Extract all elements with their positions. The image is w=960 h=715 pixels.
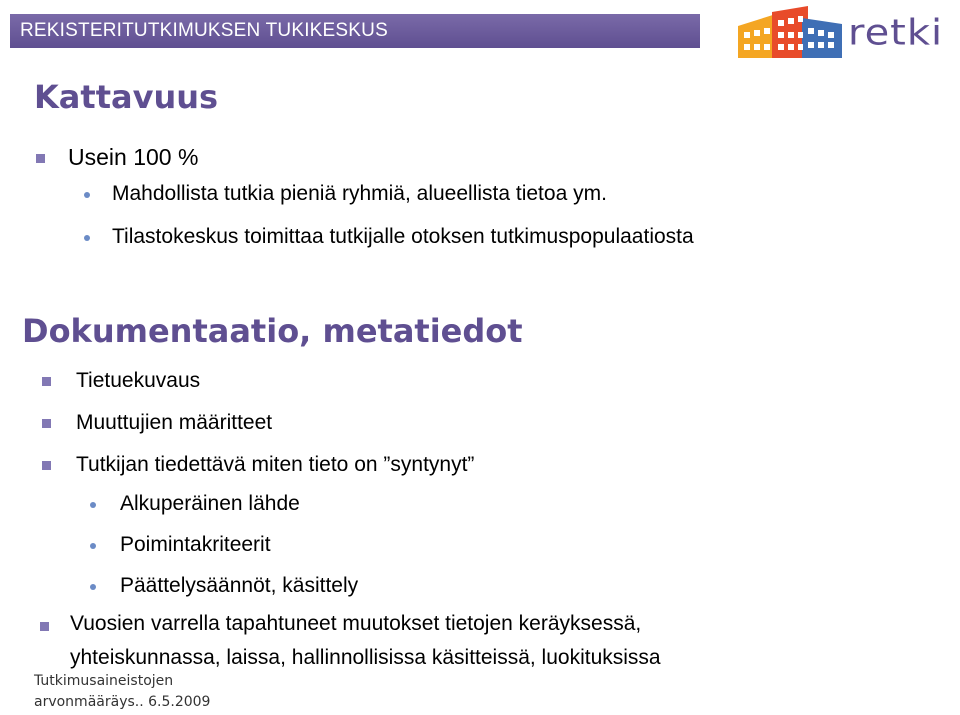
square-bullet-icon xyxy=(42,419,51,428)
building-logo-icon xyxy=(736,4,846,60)
footer-line-2: arvonmääräys.. 6.5.2009 xyxy=(34,694,211,710)
list-item-continuation: yhteiskunnassa, laissa, hallinnollisissa käsitteissä, luokituksissa xyxy=(70,646,661,669)
list-item: Tutkijan tiedettävä miten tieto on ”syntynyt” xyxy=(76,453,475,476)
dot-bullet-icon xyxy=(90,543,96,549)
heading-dokumentaatio: Dokumentaatio, metatiedot xyxy=(22,312,523,350)
list-subitem: Tilastokeskus toimittaa tutkijalle otoksen tutkimuspopulaatiosta xyxy=(112,225,694,248)
square-bullet-icon xyxy=(42,461,51,470)
square-bullet-icon xyxy=(40,622,49,631)
footer-line-1: Tutkimusaineistojen xyxy=(34,673,174,689)
dot-bullet-icon xyxy=(84,235,90,241)
header-title: REKISTERITUTKIMUKSEN TUKIKESKUS xyxy=(20,20,388,41)
dot-bullet-icon xyxy=(90,584,96,590)
square-bullet-icon xyxy=(42,377,51,386)
list-item: Muuttujien määritteet xyxy=(76,411,273,434)
list-item: Vuosien varrella tapahtuneet muutokset tietojen keräyksessä, xyxy=(70,612,642,635)
dot-bullet-icon xyxy=(90,502,96,508)
dot-bullet-icon xyxy=(84,192,90,198)
list-subitem: Poimintakriteerit xyxy=(120,533,271,556)
list-subitem: Päättelysäännöt, käsittely xyxy=(120,574,359,597)
header-bar xyxy=(10,14,700,48)
list-subitem: Alkuperäinen lähde xyxy=(120,492,300,515)
square-bullet-icon xyxy=(36,154,45,163)
list-item: Tietuekuvaus xyxy=(76,369,201,392)
retki-logo xyxy=(736,4,956,60)
logo-text: retki xyxy=(848,12,944,54)
heading-kattavuus: Kattavuus xyxy=(34,78,219,116)
list-subitem: Mahdollista tutkia pieniä ryhmiä, alueellista tietoa ym. xyxy=(112,182,607,205)
list-item: Usein 100 % xyxy=(68,144,199,170)
